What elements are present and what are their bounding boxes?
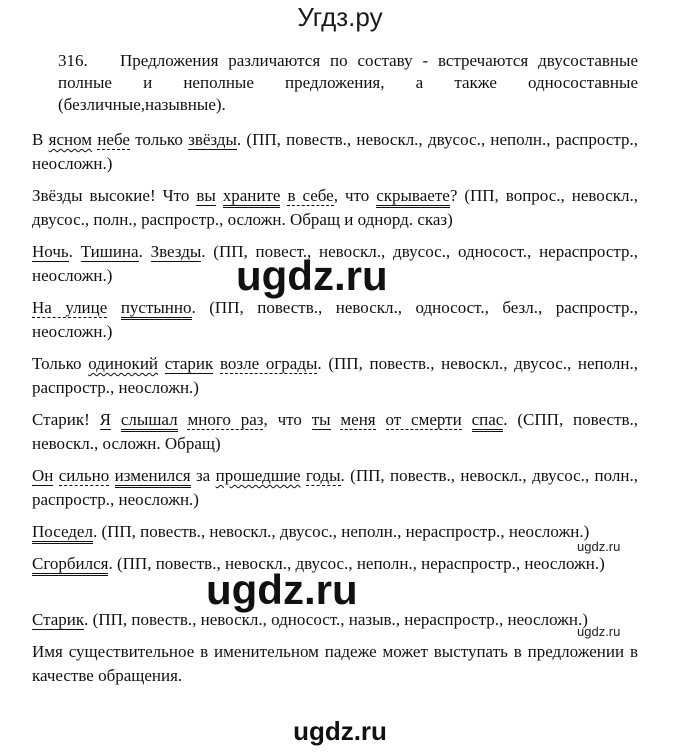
adverbial: сильно — [58, 466, 110, 485]
analysis: . (ПП, повеств., невоскл., двусос., неполн., распростр., неосложн.) — [32, 354, 639, 397]
text: за — [190, 466, 216, 485]
adverbial: годы — [305, 466, 341, 485]
analysis: . (ПП, повеств., невоскл., двусос., полн., распростр., неосложн.) — [32, 466, 639, 509]
text: Только — [32, 354, 89, 373]
predicate: пустынно — [121, 298, 192, 320]
exercise-text: Предложения различаются по составу - встречаются двусоставные полные и неполные предложения, а также односоставные (безличные,назывные). — [58, 51, 638, 114]
subject: ты — [311, 410, 331, 429]
adverbial: много раз — [187, 410, 264, 429]
text: , что — [333, 186, 377, 205]
subject: Он — [32, 466, 54, 485]
text — [213, 354, 220, 373]
analysis: . (ПП, повеств., невоскл., односост., безл., распростр., неосложн.) — [32, 298, 638, 341]
watermark: ugdz.ru — [206, 566, 358, 613]
analysis: . (ПП, повеств., невоскл., двусос., неполн., нераспростр., неосложн.) — [92, 522, 590, 541]
adverbial: небе — [97, 130, 130, 149]
sentence-8 — [32, 520, 638, 544]
sentence-2 — [32, 184, 638, 232]
text — [53, 466, 58, 485]
text — [462, 410, 472, 429]
text: . — [68, 242, 81, 261]
text — [107, 298, 121, 317]
site-title: Угдз.ру — [297, 2, 383, 32]
predicate: Сгорбился — [32, 554, 108, 576]
text — [376, 410, 386, 429]
sentence-6 — [32, 408, 638, 456]
sentence-1 — [32, 128, 638, 176]
text — [109, 466, 114, 485]
site-footer: ugdz.ru — [293, 716, 387, 746]
attribute: прошедшие — [215, 466, 301, 485]
analysis: . (ПП, повеств., невоскл., двусос., неполн., распростр., неосложн.) — [32, 130, 639, 173]
analysis: . (ПП, повест., невоскл., двусос., односост., нераспростр., неосложн.) — [32, 242, 639, 285]
text — [216, 186, 223, 205]
attribute: одинокий — [88, 354, 159, 373]
text — [178, 410, 188, 429]
text — [331, 410, 341, 429]
predicate: слышал — [121, 410, 178, 432]
conclusion: Имя существительное в именительном падеже может выступать в предложении в качестве обращения. — [32, 642, 638, 685]
adverbial: в себе — [287, 186, 334, 205]
adverbial: На улице — [32, 298, 108, 317]
text — [158, 354, 165, 373]
text: , что — [263, 410, 312, 429]
predicate: храните — [223, 186, 281, 208]
subject: Старик — [32, 610, 85, 629]
subject: Ночь — [32, 242, 69, 261]
predicate: скрываете — [376, 186, 450, 208]
subject: Звезды — [150, 242, 202, 261]
predicate: спас — [472, 410, 504, 432]
text: В — [32, 130, 49, 149]
subject: вы — [196, 186, 216, 205]
text: Звёзды высокие! Что — [32, 186, 197, 205]
exercise-intro — [58, 50, 638, 116]
text — [111, 410, 121, 429]
watermark-small: ugdz.ru — [577, 539, 621, 554]
watermark: ugdz.ru — [236, 252, 388, 299]
watermark-small: ugdz.ru — [577, 624, 621, 639]
analysis: . (ПП, повеств., невоскл., односост., назыв., нераспростр., неосложн.) — [84, 610, 588, 629]
object: меня — [340, 410, 376, 429]
adverbial: от смерти — [385, 410, 462, 429]
subject: Я — [99, 410, 112, 429]
sentence-5 — [32, 352, 638, 400]
attribute: ясном — [48, 130, 93, 149]
predicate: Поседел — [32, 522, 93, 544]
adverbial: возле ограды — [219, 354, 318, 373]
text: . — [138, 242, 151, 261]
text: Старик! — [32, 410, 100, 429]
subject: Тишина — [80, 242, 139, 261]
sentence-7 — [32, 464, 638, 512]
analysis: . (СПП, повеств., невоскл., осложн. Обращ) — [32, 410, 639, 453]
subject: звёзды — [188, 130, 237, 149]
analysis: . (ПП, повеств., невоскл., двусос., неполн., нераспростр., неосложн.) — [108, 554, 605, 573]
predicate: изменился — [115, 466, 191, 488]
text: только — [129, 130, 189, 149]
sentence-4 — [32, 296, 638, 344]
exercise-number: 316. — [58, 51, 88, 70]
analysis: ? (ПП, вопрос., невоскл., двусос., полн., распростр., осложн. Обращ и однорд. сказ) — [32, 186, 638, 229]
subject: старик — [164, 354, 214, 373]
